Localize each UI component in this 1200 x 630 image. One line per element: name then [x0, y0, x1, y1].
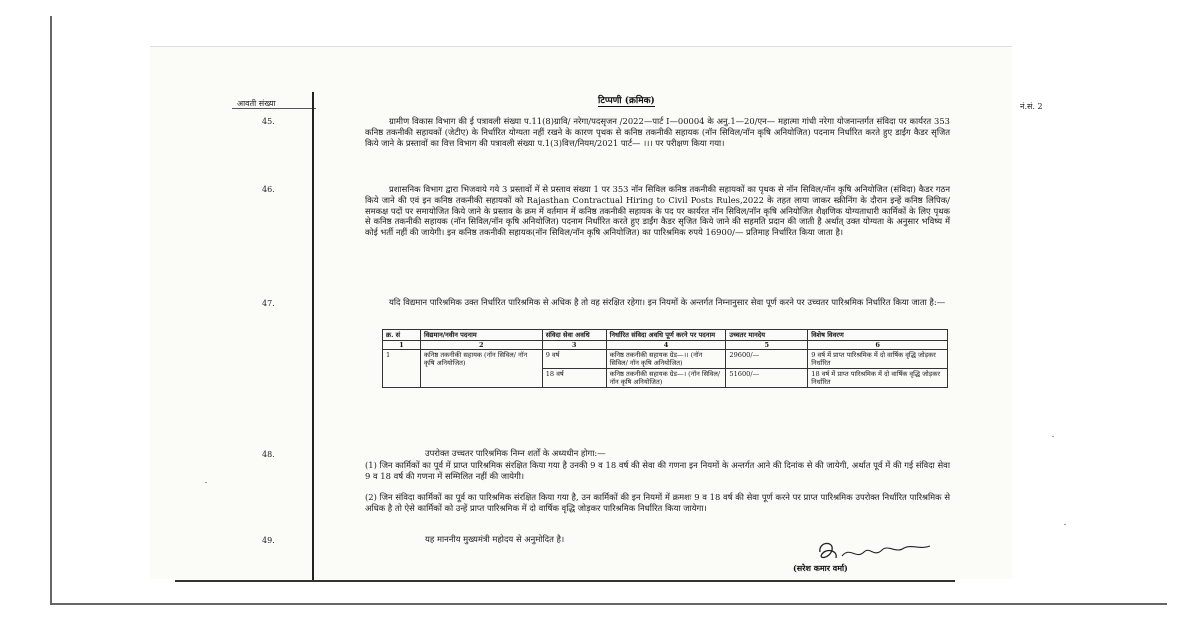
table-cell-period: 9 वर्ष — [542, 350, 606, 369]
paragraph-47: यदि विद्यमान पारिश्रमिक उक्त निर्धारित पारिश्रमिक से अधिक है तो वह संरक्षित रहेगा। इन नियमों के अन्तर्गत निम्नानुसार सेवा पूर्ण करने पर उच्चतर पारिश्रमिक निर्धारित किया जाता है:— — [389, 297, 946, 307]
para-number-47: 47. — [262, 299, 275, 308]
table-cell-new-designation: कनिष्ठ तकनीकी सहायक ग्रेड—। (नॉन सिविल/ नॉन कृषि अनियोजित) — [606, 369, 726, 388]
table-cell-remarks: 9 वर्ष में प्राप्त पारिश्रमिक में दो वार्षिक वृद्धि जोड़कर निर्धारित — [808, 350, 948, 369]
table-header: क्र. सं — [383, 330, 421, 341]
paragraph-48-intro: उपरोक्त उच्चतर पारिश्रमिक निम्न शर्तों के अध्यधीन होगा:— — [425, 448, 606, 458]
column-number: 6 — [808, 341, 948, 350]
table-cell-period: 18 वर्ष — [542, 369, 606, 388]
paragraph-46: प्रशासनिक विभाग द्वारा भिजवाये गये 3 प्रस्तावों में से प्रस्ताव संख्या 1 पर 353 नॉन सिविल कनिष्ठ तकनीकी सहायकों का पृथक से नॉन सिविल/नॉन कृषि अनियोजित (संविदा) कैडर गठन किये जाने की एवं इन कनिष्ठ तकनीकी सहायकों को Rajasthan Contractual Hiring to Civil Posts Rules,2022 के तहत लाया जाकर स्क्रीनिंग के दौरान इन्हें कनिष्ठ लिपिक/समकक्ष पदों पर समायोजित किये जाने के प्रस्ताव के क्रम में वर्तमान में कनिष्ठ तकनीकी सहायक के पद पर कार्यरत नॉन सिविल/नॉन कृषि अनियोजित शैक्षणिक योग्यताधारी कार्मिकों के लिए पृथक से कनिष्ठ तकनीकी सहायक (नॉन सिविल/नॉन कृषि अनियोजित) पदनाम निर्धारित करते हुए डाईंग कैडर सृजित किये जाने की सहमति प्रदान की जाती है अर्थात् उक्त योग्यता के अनुसार भविष्य में कोई भर्ती नहीं की जायेगी। इन कनिष्ठ तकनीकी सहायक(नॉन सिविल/नॉन कृषि अनियोजित) का पारिश्रमिक रुपये 16900/— प्रतिमाह निर्धारित किया जाता है। — [365, 184, 950, 238]
table-cell-remarks: 18 वर्ष में प्राप्त पारिश्रमिक में दो वार्षिक वृद्धि जोड़कर निर्धारित — [808, 369, 948, 388]
left-margin-label: आवती संख्या — [237, 99, 276, 108]
table-cell-designation: कनिष्ठ तकनीकी सहायक (नॉन सिविल/ नॉन कृषि अनियोजित) — [420, 350, 542, 388]
para-number-46: 46. — [262, 185, 275, 194]
table-cell-pay: 51600/— — [726, 369, 808, 388]
table-header: उच्चतर मानदेय — [726, 330, 808, 341]
table-header-row — [383, 330, 948, 341]
margin-line — [312, 92, 314, 580]
signatory-name: (सरेश कमार वर्मा) — [793, 563, 848, 573]
page-title — [598, 93, 718, 106]
paragraph-45: ग्रामीण विकास विभाग की ई पत्रावली संख्या प.11(8)ग्रावि/ नरेगा/पदसृजन /2022—पार्ट I—00004 के अनु.1—20/एन— महात्मा गांधी नरेगा योजनान्तर्गत संविदा पर कार्यरत 353 कनिष्ठ तकनीकी सहायकों (जेटीए) के निर्धारित योग्यता नहीं रखने के कारण पृथक से कनिष्ठ तकनीकी सहायक (नॉन सिविल/नॉन कृषि अनियोजित) पदनाम निर्धारित करते हुए डाईंग कैडर सृजित किये जाने के प्रस्तावों का वित्त विभाग की पत्रावली संख्या प.1(3)वित्त/नियम/2021 पार्ट— ।।। पर परीक्षण किया गया। — [365, 116, 950, 148]
paragraph-48-condition-1: (1) जिन कार्मिकों का पूर्व में प्राप्त पारिश्रमिक संरक्षित किया गया है उनकी 9 व 18 वर्ष की सेवा की गणना इन नियमों के अन्तर्गत आने की दिनांक से की जायेगी, अर्थात पूर्व में की गई संविदा सेवा 9 व 18 वर्ष की गणना में सम्मिलित नहीं की जायेगी। — [365, 460, 950, 481]
table-cell-pay: 29600/— — [726, 350, 808, 369]
right-margin-label: नं.सं. 2 — [1020, 102, 1043, 111]
signature-stroke — [842, 546, 930, 556]
table-header: विद्यमान/नवीन पदनाम — [420, 330, 542, 341]
scan-speck — [1052, 436, 1054, 437]
page-title-text: टिप्पणी (क्रमिक) — [598, 96, 655, 106]
paragraph-48-condition-2: (2) जिन संविदा कार्मिकों का पूर्व का पारिश्रमिक संरक्षित किया गया है, उन कार्मिकों की इन नियमों में क्रमशः 9 व 18 वर्ष की सेवा पूर्ण करने पर प्राप्त पारिश्रमिक उपरोक्त निर्धारित पारिश्रमिक से अधिक है तो ऐसे कार्मिकों को उन्हें प्राप्त पारिश्रमिक में दो वार्षिक वृद्धि जोड़कर पारिश्रमिक निर्धारित किया जायेगा। — [365, 492, 950, 513]
table-header: संविदा सेवा अवधि — [542, 330, 606, 341]
column-number: 5 — [726, 341, 808, 350]
column-number: 4 — [606, 341, 726, 350]
column-number: 2 — [420, 341, 542, 350]
table-header: निर्धारित संविदा अवधि पूर्ण करने पर पदनाम — [606, 330, 726, 341]
pay-scale-table — [382, 329, 948, 388]
para-number-45: 45. — [262, 117, 275, 126]
para-number-49: 49. — [262, 536, 275, 545]
table-cell-new-designation: कनिष्ठ तकनीकी सहायक ग्रेड—।। (नॉन सिविल/ नॉन कृषि अनियोजित) — [606, 350, 726, 369]
table-cell-sno: 1 — [383, 350, 421, 388]
column-number: 3 — [542, 341, 606, 350]
page-bottom-rule — [175, 580, 955, 582]
table-row — [383, 350, 948, 369]
table-header: विशेष विवरण — [808, 330, 948, 341]
table-column-number-row — [383, 341, 948, 350]
paragraph-49: यह माननीय मुख्यमंत्री महोदय से अनुमोदित है। — [425, 534, 565, 544]
scan-speck — [205, 482, 207, 483]
column-number: 1 — [383, 341, 421, 350]
signature — [812, 536, 942, 566]
scan-speck — [1064, 524, 1066, 525]
para-number-48: 48. — [262, 450, 275, 459]
signature-stroke — [820, 543, 836, 558]
